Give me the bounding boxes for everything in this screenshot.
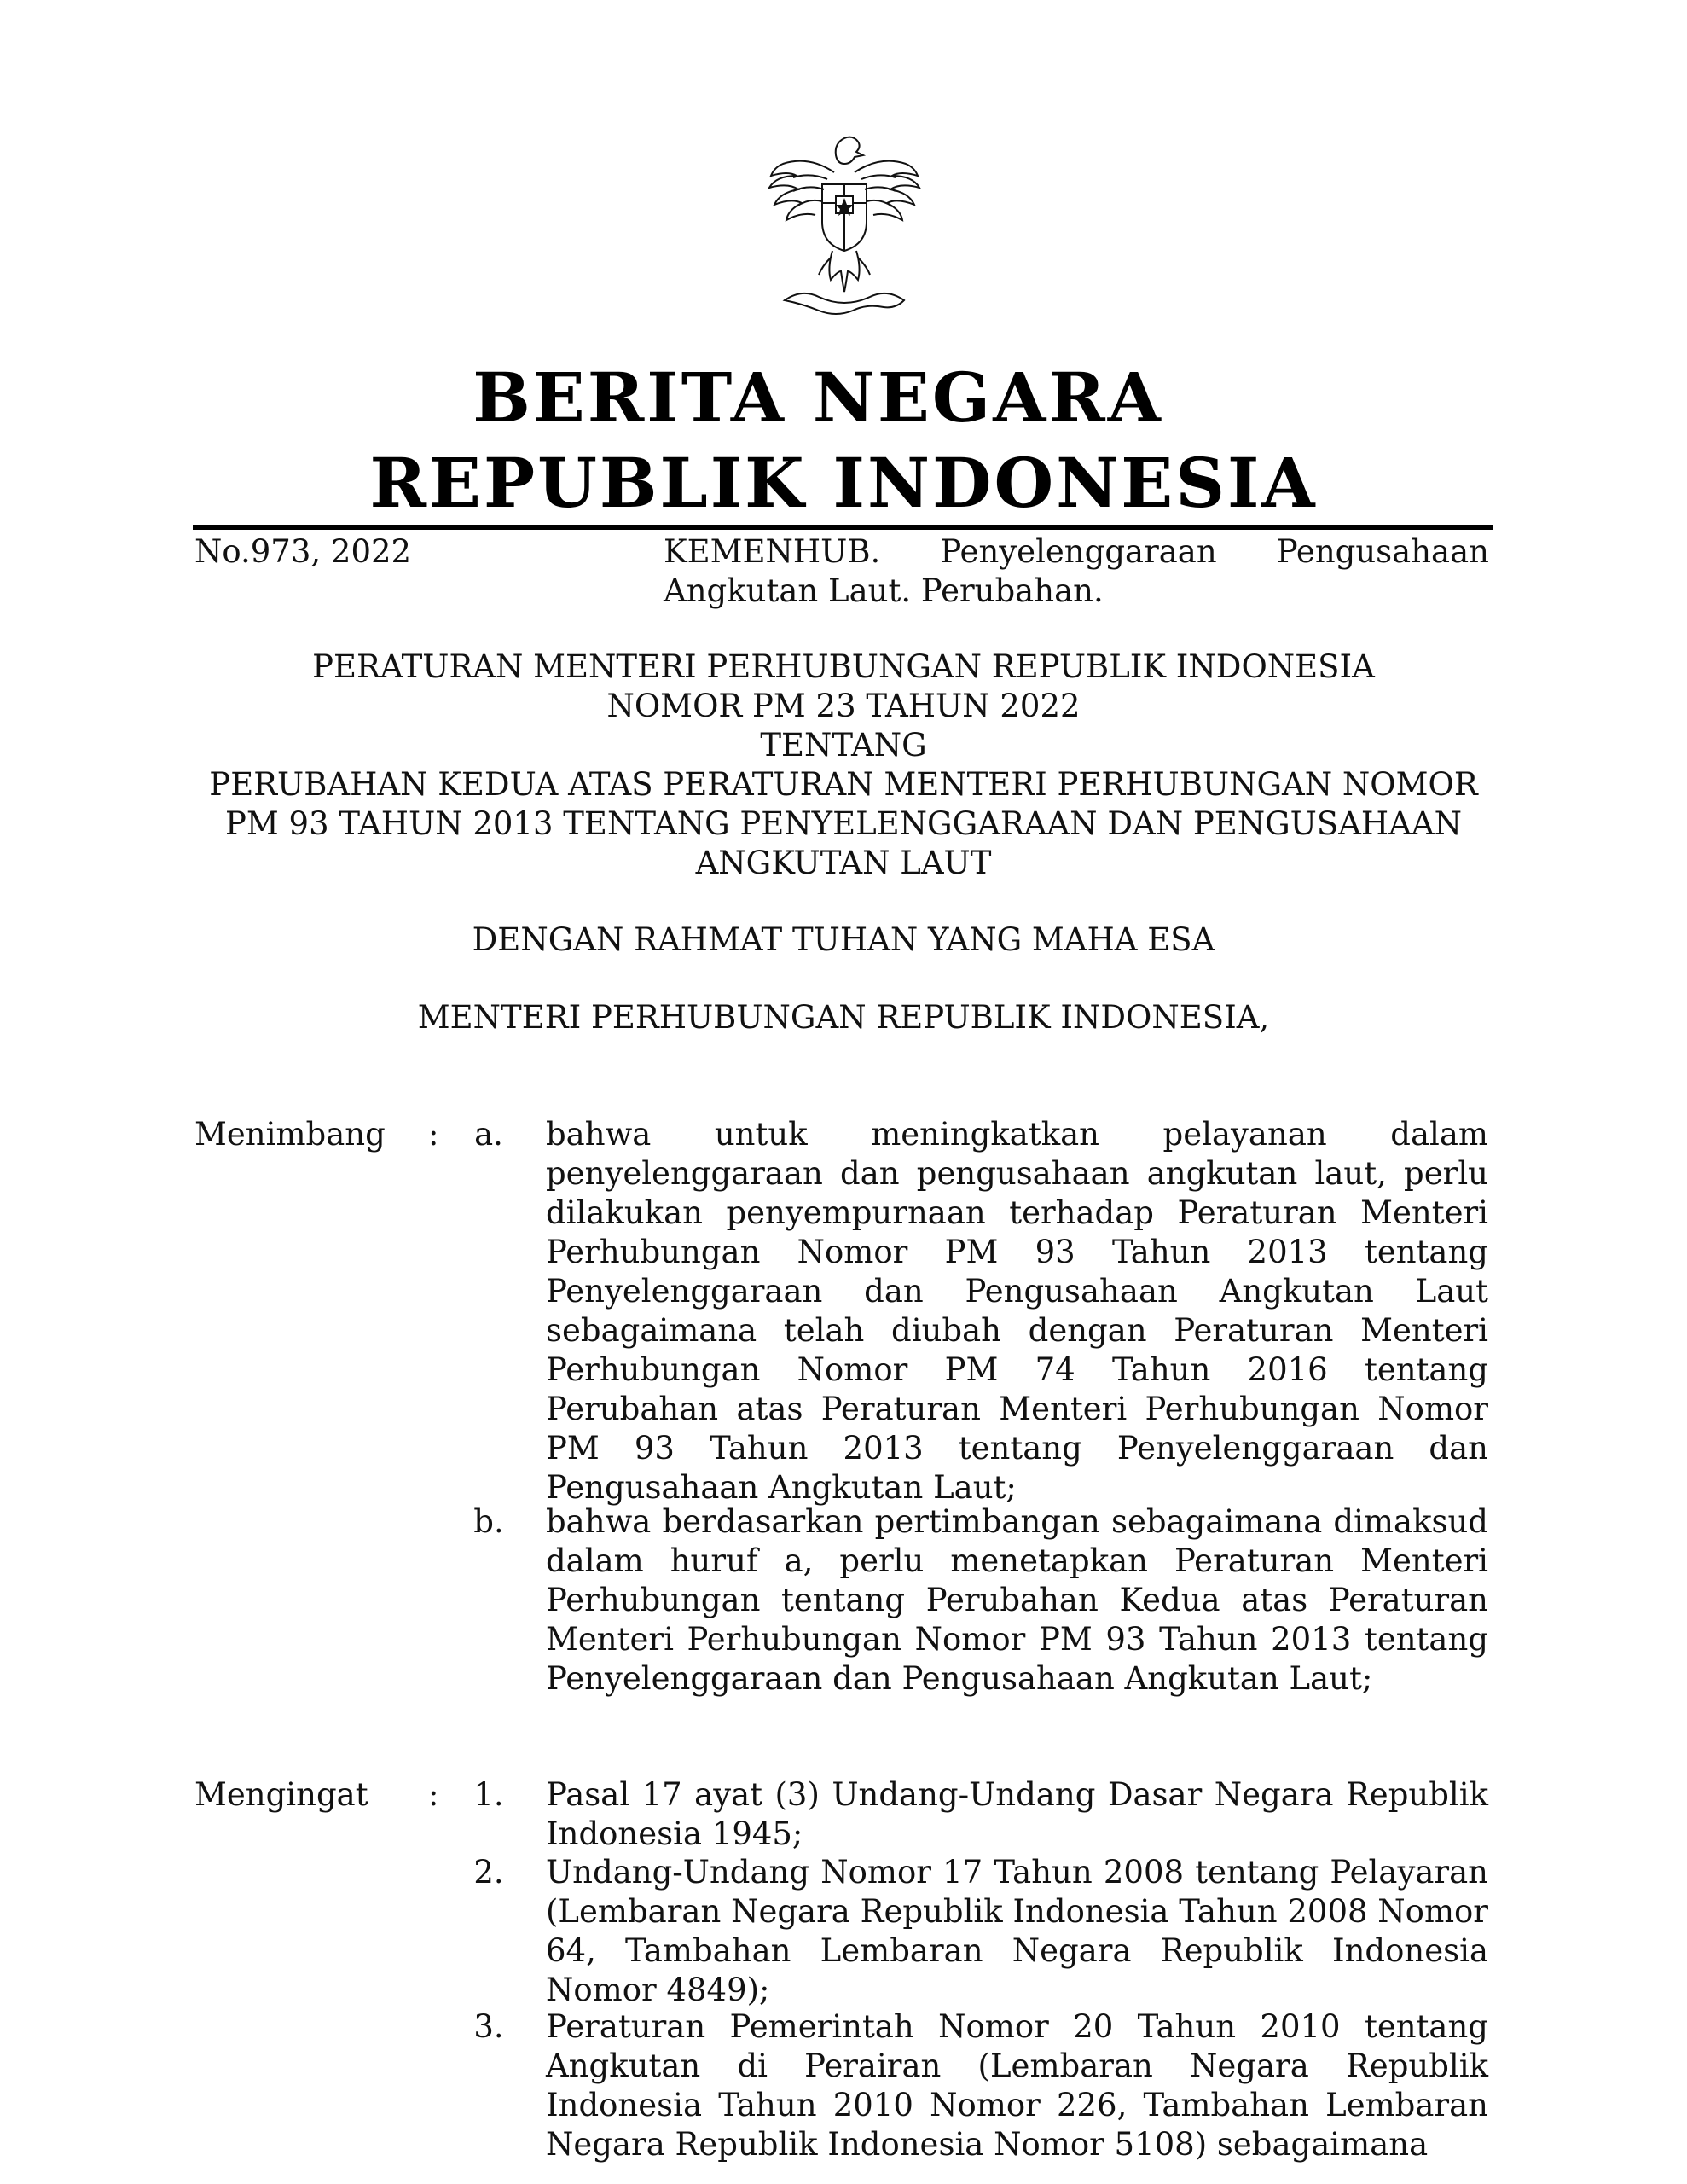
- masthead-rule: [193, 525, 1493, 530]
- menimbang-item-a-marker: a.: [474, 1116, 503, 1153]
- title-line-5: PM 93 TAHUN 2013 TENTANG PENYELENGGARAAN DAN PENGUSAHAAN: [224, 805, 1463, 842]
- regulation-title: [0, 648, 1687, 883]
- mengingat-item-3-text: [546, 2007, 1488, 2164]
- title-line-4: PERUBAHAN KEDUA ATAS PERATURAN MENTERI PERHUBUNGAN NOMOR: [209, 766, 1478, 803]
- masthead-line-1: BERITA NEGARA: [472, 357, 1163, 438]
- masthead-line-2: REPUBLIK INDONESIA: [369, 443, 1318, 523]
- menimbang-item-b-marker: b.: [473, 1503, 504, 1540]
- title-line-2: NOMOR PM 23 TAHUN 2022: [606, 688, 1081, 724]
- menimbang-label: Menimbang: [194, 1116, 386, 1153]
- list-item: Pasal 17 ayat (3) Undang-Undang Dasar Negara Republik Indonesia 1945;: [546, 1776, 1488, 1852]
- minister-line: MENTERI PERHUBUNGAN REPUBLIK INDONESIA,: [417, 999, 1270, 1036]
- blessing-line: DENGAN RAHMAT TUHAN YANG MAHA ESA: [472, 921, 1215, 958]
- mengingat-item-2-marker: 2.: [473, 1854, 504, 1891]
- menimbang-item-a-text: [546, 1115, 1488, 1507]
- list-item: bahwa untuk meningkatkan pelayanan dalam penyelenggaraan dan pengusahaan angkutan laut, perlu dilakukan penyempurnaan terhadap Peraturan Menteri Perhubungan Nomor PM 93 Tahun 2013 tentang Penyelenggaraan dan Pengusahaan Angkutan Laut sebagaimana telah diubah dengan Peraturan Menteri Perhubungan Nomor PM 74 Tahun 2016 tentang Perubahan atas Peraturan Menteri Perhubungan Nomor PM 93 Tahun 2013 tentang Penyelenggaraan dan Pengusahaan Angkutan Laut;: [546, 1116, 1488, 1506]
- mengingat-label: Mengingat: [194, 1776, 368, 1813]
- list-item: bahwa berdasarkan pertimbangan sebagaimana dimaksud dalam huruf a, perlu menetapkan Peraturan Menteri Perhubungan tentang Perubahan Kedua atas Peraturan Menteri Perhubungan Nomor PM 93 Tahun 2013 tentang Penyelenggaraan dan Pengusahaan Angkutan Laut;: [546, 1503, 1488, 1697]
- gazette-number: No.973, 2022: [194, 533, 412, 570]
- mengingat-colon: :: [428, 1776, 439, 1813]
- gazette-subject: KEMENHUB. Penyelenggaraan Pengusahaan Angkutan Laut. Perubahan.: [664, 533, 1489, 609]
- mengingat-item-1-marker: 1.: [473, 1776, 504, 1813]
- title-line-6: ANGKUTAN LAUT: [695, 845, 992, 881]
- title-line-3: TENTANG: [760, 727, 927, 764]
- menimbang-item-b-text: [546, 1502, 1488, 1699]
- mengingat-item-3-marker: 3.: [473, 2008, 504, 2045]
- title-line-1: PERATURAN MENTERI PERHUBUNGAN REPUBLIK INDONESIA: [312, 648, 1375, 685]
- menimbang-colon: :: [428, 1116, 439, 1153]
- list-item: Undang-Undang Nomor 17 Tahun 2008 tentang Pelayaran (Lembaran Negara Republik Indonesia Tahun 2008 Nomor 64, Tambahan Lembaran Negara Republik Indonesia Nomor 4849);: [546, 1854, 1488, 2008]
- mengingat-item-2-text: [546, 1853, 1488, 2010]
- garuda-emblem-icon: [759, 130, 930, 326]
- mengingat-item-1-text: [546, 1775, 1488, 1854]
- list-item: Peraturan Pemerintah Nomor 20 Tahun 2010 tentang Angkutan di Perairan (Lembaran Negara Republik Indonesia Tahun 2010 Nomor 226, Tambahan Lembaran Negara Republik Indonesia Nomor 5108) sebagaimana: [546, 2008, 1488, 2163]
